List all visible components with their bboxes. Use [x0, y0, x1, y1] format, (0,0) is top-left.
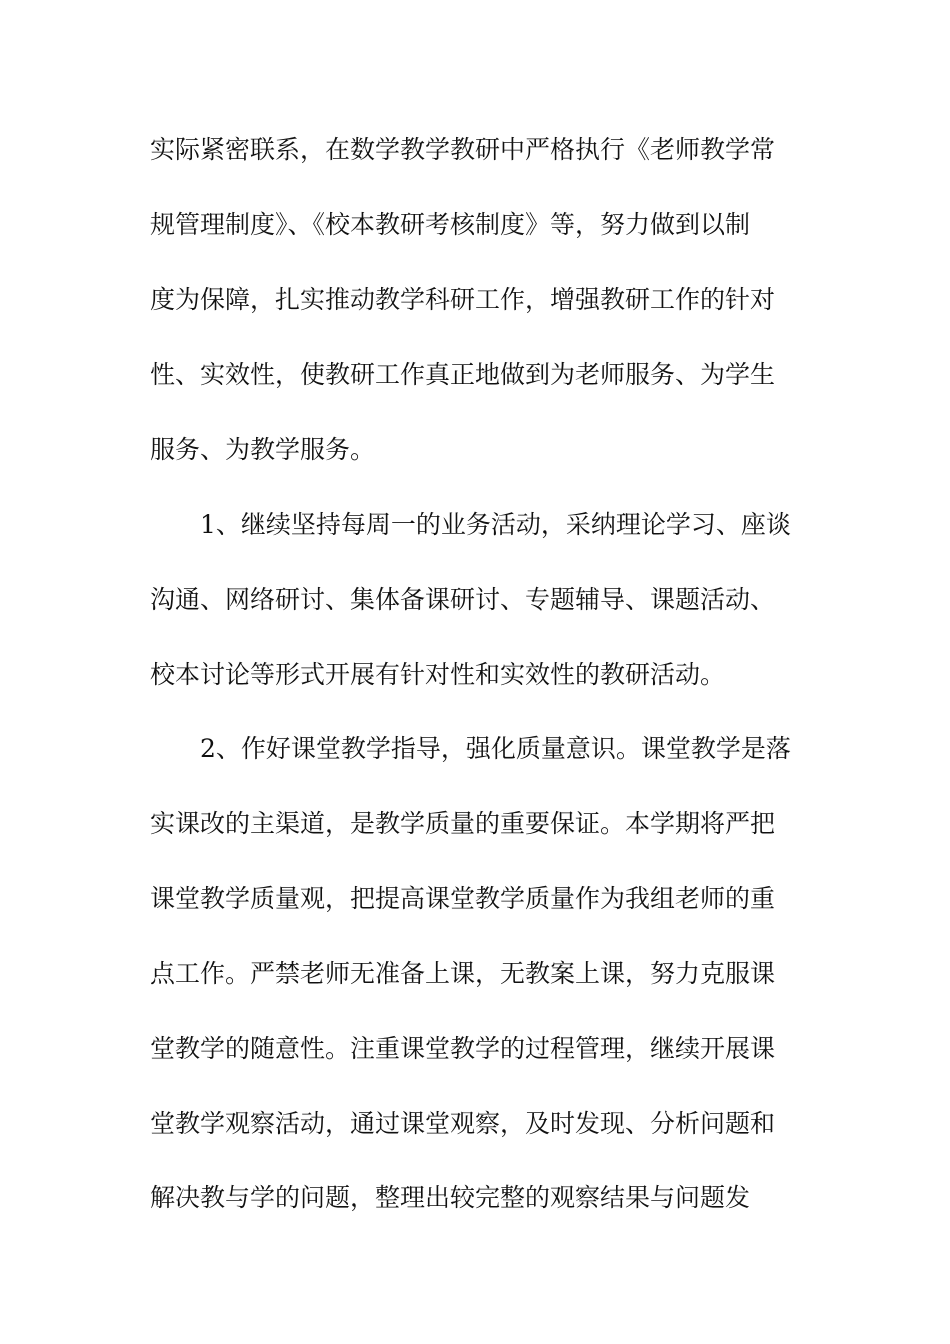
text-line: 校本讨论等形式开展有针对性和实效性的教研活动。: [150, 660, 726, 689]
text-line: 沟通、网络研讨、集体备课研讨、专题辅导、课题活动、: [150, 585, 776, 614]
text-line: 实际紧密联系，在数学教学教研中严格执行《老师教学常: [150, 135, 776, 164]
text-line: 服务、为教学服务。: [150, 435, 376, 464]
text-line: 解决教与学的问题，整理出较完整的观察结果与问题发: [150, 1183, 751, 1212]
paragraph-2-start: 2、作好课堂教学指导，强化质量意识。课堂教学是落: [200, 734, 791, 763]
text-line: 课堂教学质量观，把提高课堂教学质量作为我组老师的重: [150, 884, 776, 913]
text-line: 规管理制度》、《校本教研考核制度》等，努力做到以制: [150, 210, 751, 239]
paragraph-1-start: 1、继续坚持每周一的业务活动，采纳理论学习、座谈: [200, 510, 791, 539]
text-line: 堂教学观察活动，通过课堂观察，及时发现、分析问题和: [150, 1109, 776, 1138]
text-line: 性、实效性，使教研工作真正地做到为老师服务、为学生: [150, 360, 776, 389]
text-line: 度为保障，扎实推动教学科研工作，增强教研工作的针对: [150, 285, 776, 314]
text-line: 点工作。严禁老师无准备上课，无教案上课，努力克服课: [150, 959, 776, 988]
text-line: 堂教学的随意性。注重课堂教学的过程管理，继续开展课: [150, 1034, 776, 1063]
text-line: 实课改的主渠道，是教学质量的重要保证。本学期将严把: [150, 809, 776, 838]
